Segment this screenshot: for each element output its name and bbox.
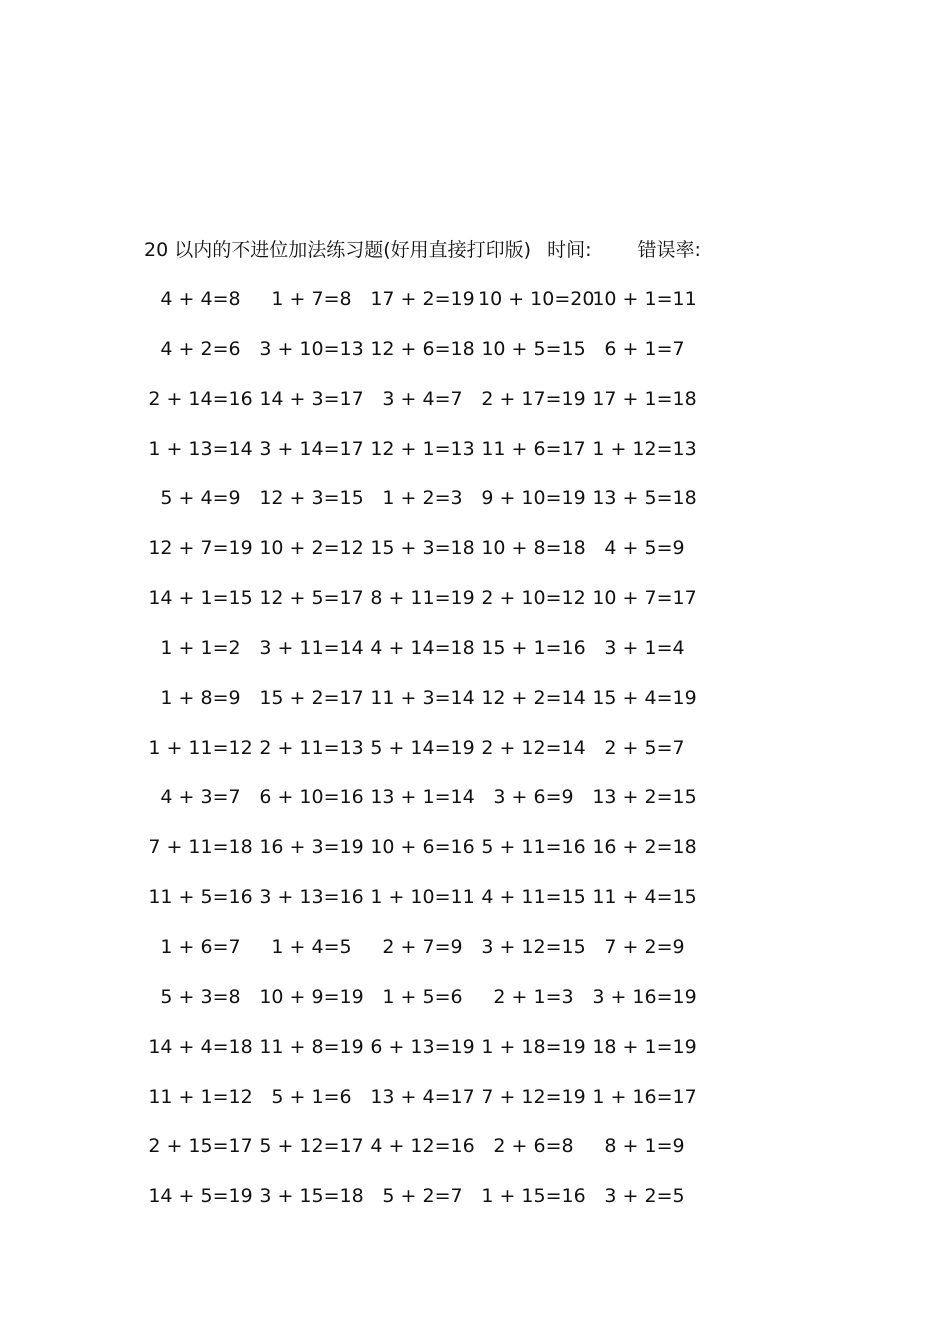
problem-row [145,834,705,884]
addition-problem: 14 + 5=19 [148,1185,253,1208]
error-rate-label: 错误率: [637,239,701,261]
addition-problem: 16 + 2=18 [592,836,697,859]
addition-problem: 7 + 11=18 [148,836,253,859]
addition-problem: 13 + 1=14 [370,786,475,809]
problem-row [145,286,705,336]
addition-problem: 5 + 4=9 [160,487,241,510]
addition-problem: 10 + 5=15 [481,337,586,360]
addition-problem: 1 + 5=6 [382,985,463,1008]
addition-problem: 11 + 1=12 [148,1085,253,1108]
addition-problem: 2 + 6=8 [493,1135,574,1158]
problem-row [145,984,705,1034]
addition-problem: 1 + 1=2 [160,636,241,659]
addition-problem: 10 + 2=12 [259,537,364,560]
addition-problem: 6 + 13=19 [370,1035,475,1058]
addition-problem: 3 + 12=15 [481,935,586,958]
problem-row [145,1084,705,1134]
addition-problem: 1 + 18=19 [481,1035,586,1058]
problem-row [145,934,705,984]
addition-problem: 15 + 1=16 [481,636,586,659]
addition-problem: 7 + 12=19 [481,1085,586,1108]
addition-problem: 5 + 11=16 [481,836,586,859]
addition-problem: 10 + 10=20 [478,288,595,310]
problem-row [145,535,705,585]
problem-row [145,386,705,436]
addition-problem: 11 + 8=19 [259,1035,364,1058]
addition-problem: 3 + 16=19 [592,985,697,1008]
problem-row [145,1034,705,1084]
addition-problem: 1 + 13=14 [148,437,253,460]
addition-problem: 14 + 3=17 [259,387,364,410]
addition-problem: 10 + 8=18 [481,537,586,560]
addition-problem: 9 + 10=19 [481,487,586,510]
addition-problem: 3 + 6=9 [493,786,574,809]
addition-problem: 8 + 1=9 [604,1135,685,1158]
addition-problem: 13 + 2=15 [592,786,697,809]
addition-problem: 4 + 3=7 [160,786,241,809]
addition-problem: 3 + 14=17 [259,437,364,460]
problem-row [145,336,705,386]
addition-problem: 15 + 3=18 [370,537,475,560]
addition-problem: 6 + 1=7 [604,337,685,360]
addition-problem: 3 + 13=16 [259,886,364,909]
addition-problem: 10 + 7=17 [592,587,697,610]
addition-problem: 3 + 11=14 [259,636,364,659]
addition-problem: 7 + 2=9 [604,935,685,958]
addition-problem: 2 + 1=3 [493,985,574,1008]
problem-row [145,784,705,834]
addition-problem: 10 + 6=16 [370,836,475,859]
addition-problem: 4 + 2=6 [160,337,241,360]
addition-problem: 4 + 14=18 [370,636,475,659]
addition-problem: 1 + 2=3 [382,487,463,510]
addition-problem: 14 + 1=15 [148,587,253,610]
addition-problem: 12 + 5=17 [259,587,364,610]
addition-problem: 1 + 10=11 [370,886,475,909]
time-label: 时间: [547,239,592,261]
addition-problem: 1 + 7=8 [271,288,352,310]
addition-problem: 2 + 15=17 [148,1135,253,1158]
addition-problem: 2 + 11=13 [259,736,364,759]
problem-row [145,884,705,934]
addition-problem: 1 + 12=13 [592,437,697,460]
addition-problem: 4 + 12=16 [370,1135,475,1158]
addition-problem: 1 + 4=5 [271,935,352,958]
problem-row [145,685,705,735]
addition-problem: 11 + 5=16 [148,886,253,909]
problem-row [145,1133,705,1183]
addition-problem: 11 + 4=15 [592,886,697,909]
addition-problem: 14 + 4=18 [148,1035,253,1058]
addition-problem: 1 + 16=17 [592,1085,697,1108]
addition-problem: 17 + 1=18 [592,387,697,410]
addition-problem: 12 + 7=19 [148,537,253,560]
problem-row [145,436,705,486]
addition-problem: 11 + 6=17 [481,437,586,460]
addition-problem: 3 + 10=13 [259,337,364,360]
addition-problem: 12 + 6=18 [370,337,475,360]
addition-problem: 13 + 4=17 [370,1085,475,1108]
worksheet-header [144,236,701,264]
addition-problem: 11 + 3=14 [370,686,475,709]
addition-problem: 1 + 6=7 [160,935,241,958]
problem-row [145,585,705,635]
addition-problem: 10 + 1=11 [592,288,697,310]
addition-problem: 2 + 12=14 [481,736,586,759]
addition-problem: 3 + 2=5 [604,1185,685,1208]
addition-problem: 12 + 1=13 [370,437,475,460]
addition-problem: 4 + 4=8 [160,288,241,310]
addition-problem: 1 + 11=12 [148,736,253,759]
addition-problem: 4 + 5=9 [604,537,685,560]
problem-row [145,735,705,785]
worksheet-title: 20 以内的不进位加法练习题(好用直接打印版) [144,239,532,261]
addition-problem: 2 + 10=12 [481,587,586,610]
addition-problem: 3 + 15=18 [259,1185,364,1208]
problem-row [145,485,705,535]
addition-problem: 13 + 5=18 [592,487,697,510]
addition-problem: 3 + 1=4 [604,636,685,659]
problem-row [145,635,705,685]
addition-problem: 5 + 2=7 [382,1185,463,1208]
addition-problem: 1 + 8=9 [160,686,241,709]
addition-problem: 5 + 14=19 [370,736,475,759]
addition-problem: 5 + 1=6 [271,1085,352,1108]
addition-problem: 12 + 3=15 [259,487,364,510]
addition-problem: 15 + 2=17 [259,686,364,709]
addition-problem: 5 + 12=17 [259,1135,364,1158]
addition-problem: 5 + 3=8 [160,985,241,1008]
addition-problem: 4 + 11=15 [481,886,586,909]
problem-row [145,1183,705,1233]
addition-problem: 8 + 11=19 [370,587,475,610]
addition-problem: 3 + 4=7 [382,387,463,410]
addition-problem: 6 + 10=16 [259,786,364,809]
addition-problem: 15 + 4=19 [592,686,697,709]
addition-problem: 17 + 2=19 [370,288,475,310]
addition-problem: 12 + 2=14 [481,686,586,709]
addition-problem: 16 + 3=19 [259,836,364,859]
problem-grid [145,286,705,1233]
addition-problem: 2 + 5=7 [604,736,685,759]
addition-problem: 10 + 9=19 [259,985,364,1008]
addition-problem: 2 + 14=16 [148,387,253,410]
addition-problem: 2 + 17=19 [481,387,586,410]
addition-problem: 2 + 7=9 [382,935,463,958]
addition-problem: 1 + 15=16 [481,1185,586,1208]
addition-problem: 18 + 1=19 [592,1035,697,1058]
